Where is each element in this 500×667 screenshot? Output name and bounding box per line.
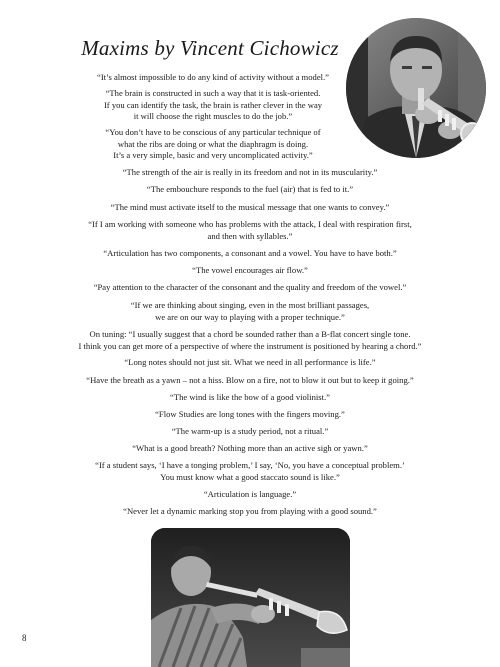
maxim-quote [103,248,396,260]
maxim-quote-line: what the ribs are doing or what the diaphragm is doing. [117,138,309,149]
maxim-quote [86,375,413,387]
maxim-quote-line: “If I am working with someone who has problems with the attack, I deal with respiration first, [88,219,412,229]
maxim-quote [88,219,412,242]
maxim-quote-line: “Articulation is language.” [203,489,297,499]
maxim-quote-line: You must know what a good staccato sound is like.” [160,471,340,482]
maxim-quote-line: “The warm-up is a study period, not a ritual.” [171,426,329,436]
maxim-quote [124,357,375,369]
performance-photo-bottom [151,528,350,667]
maxim-quote-line: we are on our way to playing with a proper technique.” [155,311,345,322]
maxim-quote [204,489,296,501]
maxim-quote-line: and then with syllables.” [207,230,293,241]
maxim-quote [147,184,353,196]
maxim-quote-line: “You don’t have to be conscious of any particular technique of [105,127,321,137]
maxim-quote [172,426,329,438]
maxim-quote-line: “Flow Studies are long tones with the fingers moving.” [155,409,345,419]
maxim-quote [95,460,405,483]
maxim-quote-line: “Long notes should not just sit. What we need in all performance is life.” [124,357,376,367]
maxim-quote-line: it will choose the right muscles to do the job.” [133,111,293,122]
maxim-quote [131,300,369,323]
page-title: Maxims by Vincent Cichowicz [81,36,339,60]
maxim-quote-line: “If a student says, ‘I have a tonging problem,’ I say, ‘No, you have a conceptual problem.’ [95,460,405,470]
maxim-quote-line: On tuning: “I usually suggest that a chord be sounded rather than a B-flat concert single tone. [89,329,411,339]
maxim-quote-line: “If we are thinking about singing, even in the most brilliant passages, [130,300,370,310]
maxim-quote [192,265,308,277]
maxim-quote [104,88,322,123]
maxim-quote [111,202,390,214]
maxim-quote-line: “The strength of the air is really in its freedom and not in its muscularity.” [122,167,378,177]
maxim-quote-line: “The mind must activate itself to the musical message that one wants to convey.” [110,202,390,212]
maxim-quote-line: “It’s almost impossible to do any kind of activity without a model.” [97,72,329,82]
maxim-quote-line: “The brain is constructed in such a way that it is task-oriented. [105,88,321,98]
maxim-quote-line: “Articulation has two components, a consonant and a vowel. You have to have both.” [103,248,397,258]
maxim-quote-line: It’s a very simple, basic and very uncomplicated activity.” [113,150,313,161]
maxim-quote-line: I think you can get more of a perspective of where the instrument is positioned by hearing a chord.” [78,340,422,351]
maxim-quote [105,127,320,162]
maxim-quote [123,506,377,518]
maxim-quote [94,282,407,294]
maxim-quote [170,392,330,404]
maxim-quote-line: “The wind is like the bow of a good violinist.” [170,392,330,402]
maxim-quote [79,329,422,352]
page-number: 8 [22,633,27,643]
maxim-quote [97,72,329,84]
maxim-quote-line: “The embouchure responds to the fuel (air) that is fed to it.” [146,184,354,194]
maxim-quote-line: “Never let a dynamic marking stop you from playing with a good sound.” [123,506,377,516]
maxim-quote-line: “What is a good breath? Nothing more than an active sigh or yawn.” [132,443,368,453]
maxim-quote [123,167,378,179]
trumpeter-performing-image [151,528,350,667]
maxim-quote-line: “Have the breath as a yawn – not a hiss. Blow on a fire, not to blow it out but to keep it going.” [86,375,414,385]
maxim-quote-line: If you can identify the task, the brain is rather clever in the way [103,99,323,110]
maxim-quote [155,409,345,421]
maxim-quote-line: “The vowel encourages air flow.” [192,265,308,275]
maxim-quote-line: “Pay attention to the character of the consonant and the quality and freedom of the vowel.” [93,282,407,292]
maxim-quote [132,443,368,455]
